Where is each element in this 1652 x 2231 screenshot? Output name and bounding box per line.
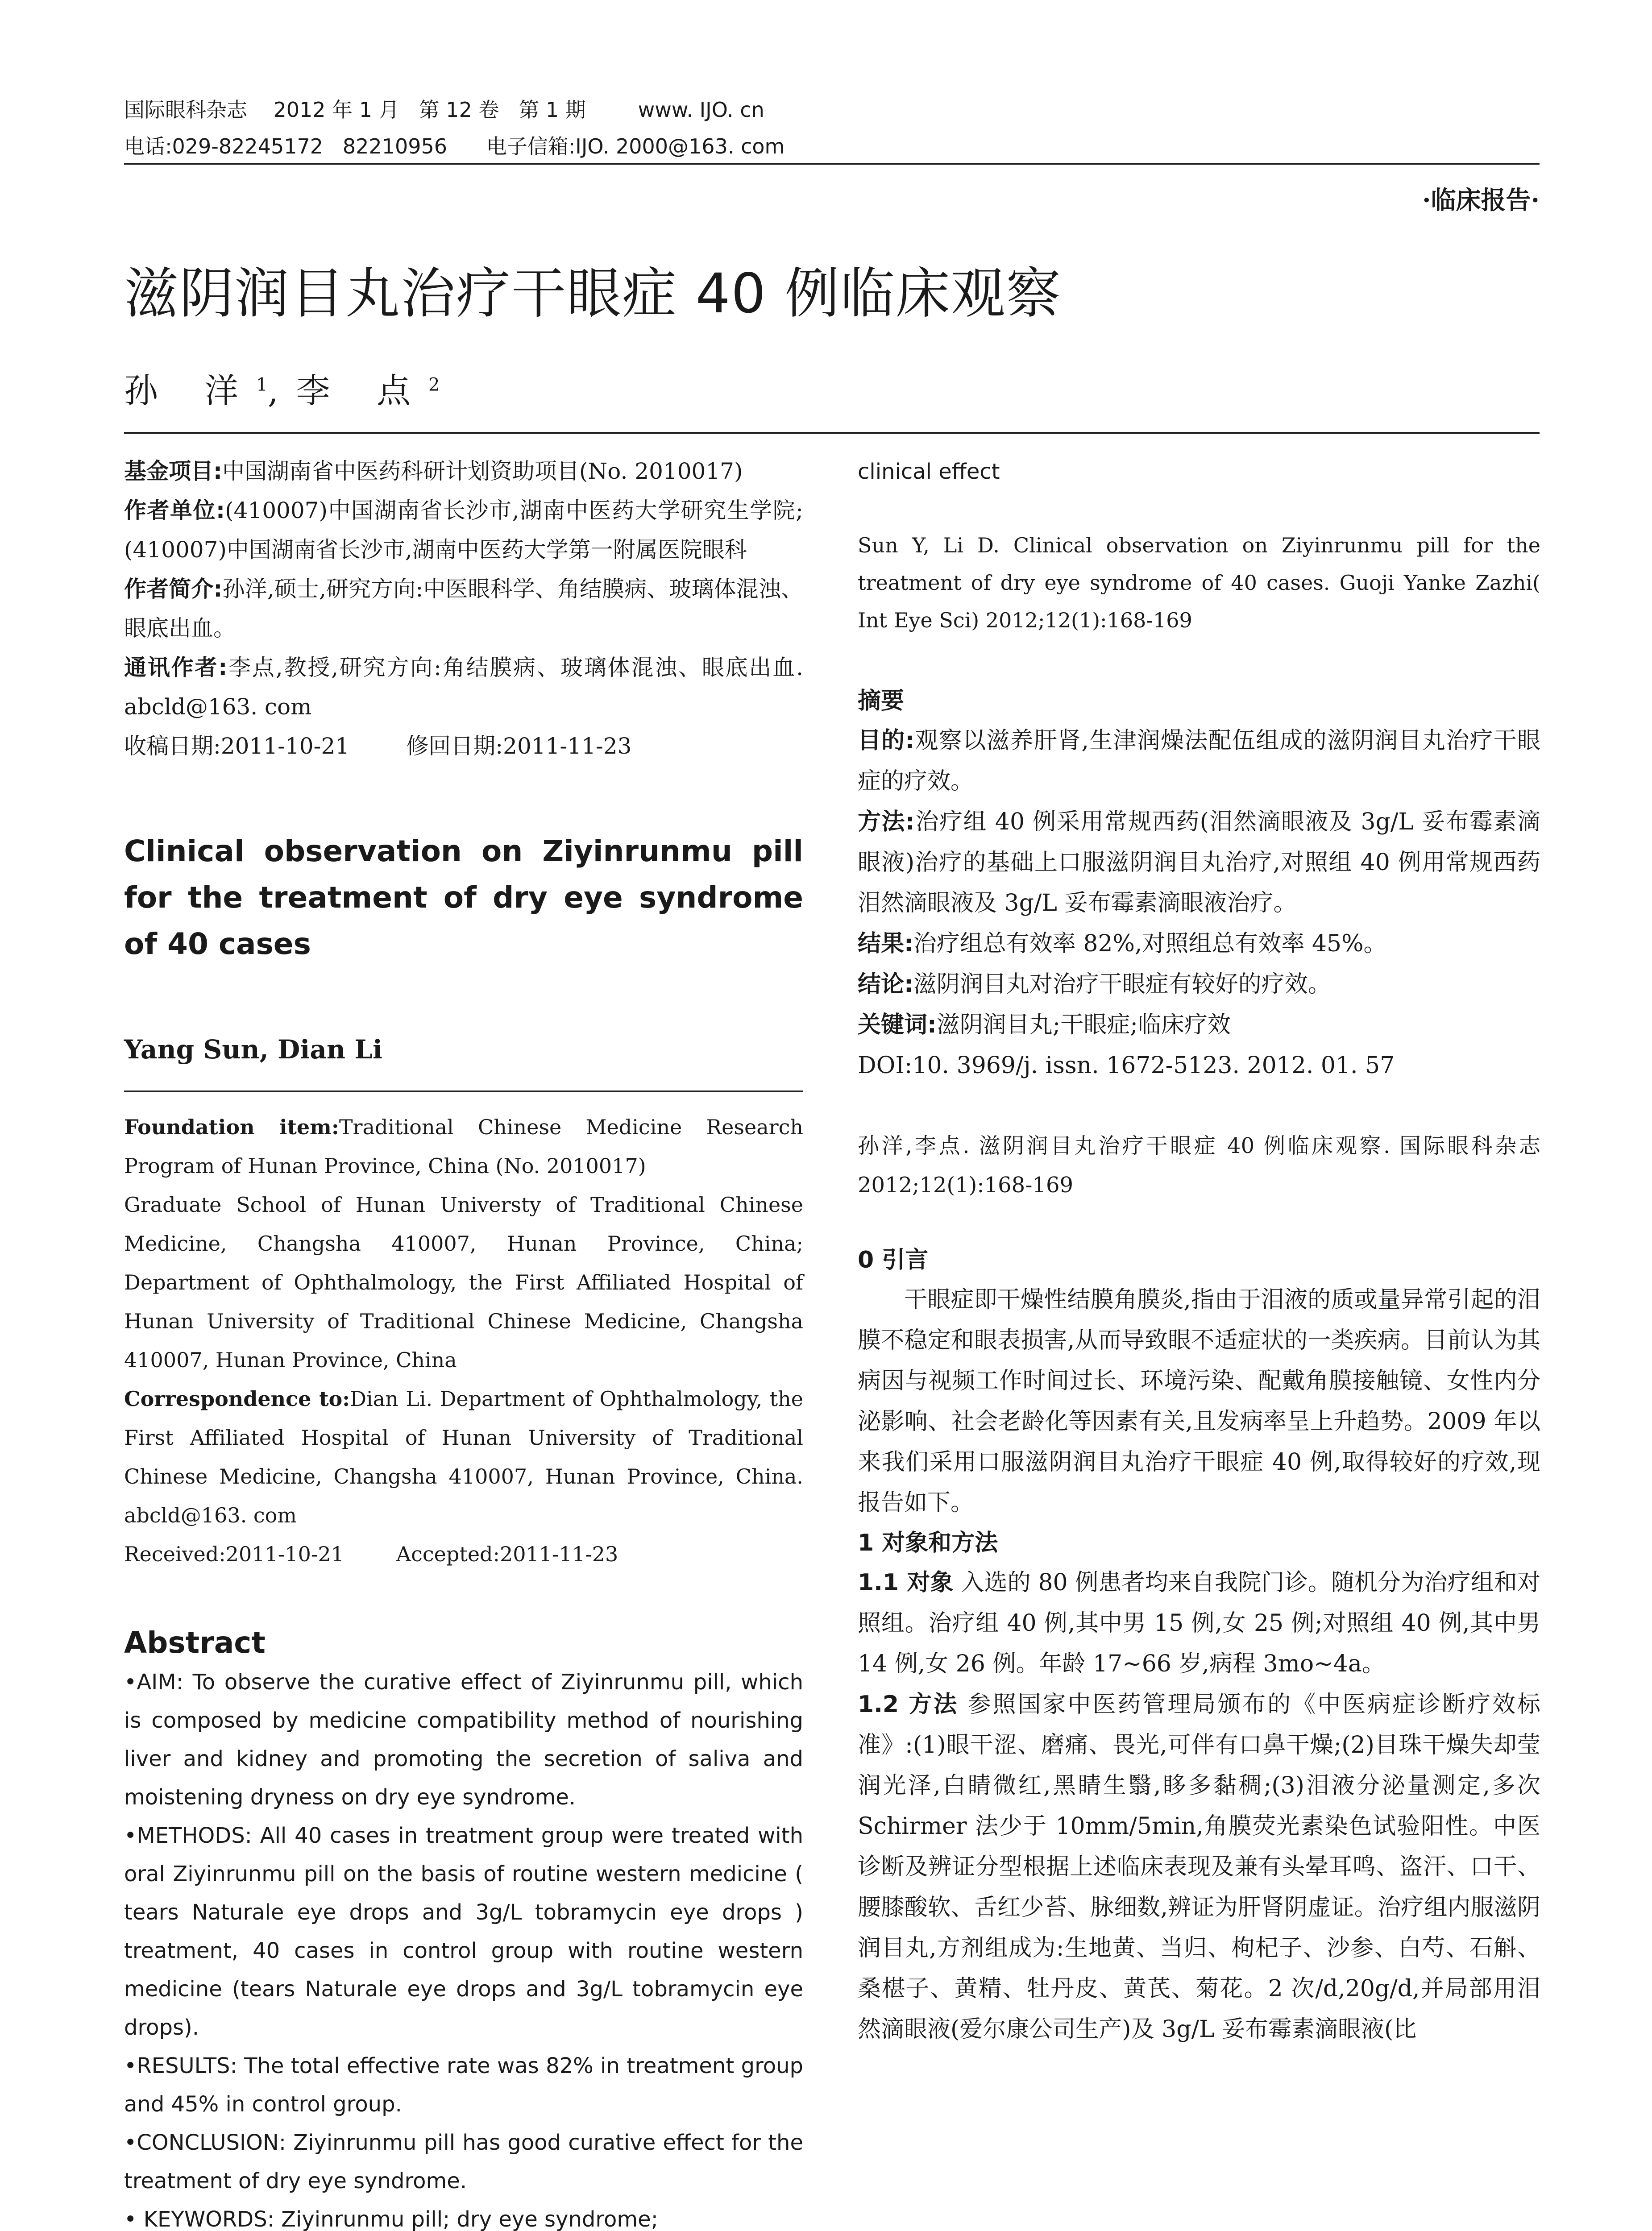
left-column — [124, 452, 803, 2231]
abstract-conclusion-zh: 结论:滋阴润目丸对治疗干眼症有较好的疗效。 — [858, 971, 1331, 998]
journal-header-line2: 电话:029-82245172 82210956 电子信箱:IJO. 2000@163. com — [124, 134, 785, 158]
abstract-methods-zh: 方法:治疗组 40 例采用常规西药(泪然滴眼液及 3g/L 妥布霉素滴眼液)治疗的基础上口服滋阴润目丸治疗,对照组 40 例用常规西药泪然滴眼液及 3g/L 妥布霉素滴眼液治疗。 — [858, 809, 1540, 916]
column-tag: ·临床报告· — [1422, 186, 1540, 215]
author-2: 李 点 — [296, 371, 428, 411]
revised-date-zh: 修回日期:2011-11-23 — [406, 733, 632, 759]
intro-heading: 0 引言 — [858, 1247, 929, 1273]
abstract-heading-zh: 摘要 — [858, 688, 905, 714]
citation-en: Sun Y, Li D. Clinical observation on Ziyinrunmu pill for the treatment of dry eye syndrome of 40 cases. Guoji Yanke Zazhi( Int Eye Sci) 2012;12(1):168-169 — [858, 533, 1540, 632]
abstract-keywords-zh: 关键词:滋阴润目丸;干眼症;临床疗效 — [858, 1012, 1231, 1038]
title-divider — [124, 432, 1540, 434]
header-divider — [124, 163, 1540, 165]
authors-en: Yang Sun, Dian Li — [124, 1034, 383, 1065]
abstract-zh — [858, 721, 1540, 1086]
methods-heading: 1 对象和方法 — [858, 1530, 998, 1556]
abstract-methods-en: •METHODS: All 40 cases in treatment group were treated with oral Ziyinrunmu pill on the basis of routine western medicine ( tears Naturale eye drops and 3g/L tobramycin eye drops ) treatment, 40 cases in control group with routine western medicine (tears Naturale eye drops and 3g/L tobramycin eye drops). — [124, 1823, 803, 2040]
correspondence-en: Correspondence to:Dian Li. Department of Ophthalmology, the First Affiliated Hospital of Hunan University of Traditional Chinese Medicine, Changsha 410007, Hunan Province, China. abcld@163. com — [124, 1387, 804, 1527]
author-1-affiliation-mark: 1 — [256, 374, 268, 395]
citation-en-block — [858, 527, 1540, 639]
received-date-en: Received:2011-10-21 — [124, 1542, 344, 1566]
affiliation-zh: 作者单位:(410007)中国湖南省长沙市,湖南中医药大学研究生学院;(410007)中国湖南省长沙市,湖南中医药大学第一附属医院眼科 — [124, 498, 804, 563]
dates-en — [124, 1535, 803, 1574]
abstract-results-en: •RESULTS: The total effective rate was 82% in treatment group and 45% in control group. — [124, 2053, 803, 2117]
abstract-en — [124, 1663, 803, 2231]
intro-paragraph: 干眼症即干燥性结膜角膜炎,指由于泪液的质或量异常引起的泪膜不稳定和眼表损害,从而导致眼不适症状的一类疾病。目前认为其病因与视频工作时间过长、环境污染、配戴角膜接触镜、女性内分泌影响、社会老龄化等因素有关,且发病率呈上升趋势。2009 年以来我们采用口服滋阴润目丸治疗干眼症 40 例,取得较好的疗效,现报告如下。 — [858, 1286, 1540, 1516]
doi: DOI:10. 3969/j. issn. 1672-5123. 2012. 01. 57 — [858, 1052, 1395, 1079]
foundation-en: Foundation item:Traditional Chinese Medicine Research Program of Hunan Province, China (No. 2010017) — [124, 1115, 803, 1178]
article-title-en: Clinical observation on Ziyinrunmu pill for the treatment of dry eye syndrome of 40 cases — [124, 834, 803, 961]
author-separator: , — [267, 371, 296, 411]
accepted-date-en: Accepted:2011-11-23 — [396, 1542, 618, 1566]
author-bio-zh: 作者简介:孙洋,硕士,研究方向:中医眼科学、角结膜病、玻璃体混浊、眼底出血。 — [124, 576, 803, 641]
abstract-keywords-en-continued: clinical effect — [858, 459, 1000, 484]
english-metadata — [124, 1108, 803, 1574]
abstract-keywords-en: • KEYWORDS: Ziyinrunmu pill; dry eye syndrome; — [124, 2207, 658, 2231]
citation-zh: 孙洋,李点. 滋阴润目丸治疗干眼症 40 例临床观察. 国际眼科杂志 2012;12(1):168-169 — [858, 1133, 1540, 1198]
author-2-affiliation-mark: 2 — [428, 374, 440, 395]
right-column — [858, 452, 1540, 2050]
abstract-heading-en: Abstract — [124, 1626, 266, 1660]
citation-zh-block — [858, 1126, 1540, 1205]
english-divider — [124, 1091, 803, 1092]
dates-zh — [124, 726, 803, 766]
received-date-zh: 收稿日期:2011-10-21 — [124, 733, 350, 759]
body-text — [858, 1280, 1540, 2050]
chinese-metadata — [124, 452, 803, 766]
foundation-zh: 基金项目:中国湖南省中医药科研计划资助项目(No. 2010017) — [124, 458, 743, 484]
journal-header-line1: 国际眼科杂志 2012 年 1 月 第 12 卷 第 1 期 www. IJO. cn — [124, 98, 764, 122]
affiliation-en: Graduate School of Hunan Universty of Traditional Chinese Medicine, Changsha 410007, Hunan Province, China; Department of Ophthalmology, the First Affiliated Hospital of Hunan University of Traditional Chinese Medicine, Changsha 410007, Hunan Province, China — [124, 1193, 803, 1372]
abstract-aim-zh: 目的:观察以滋养肝肾,生津润燥法配伍组成的滋阴润目丸治疗干眼症的疗效。 — [858, 727, 1541, 795]
abstract-conclusion-en: •CONCLUSION: Ziyinrunmu pill has good curative effect for the treatment of dry eye syndrome. — [124, 2130, 803, 2194]
subjects-paragraph: 1.1 对象 入选的 80 例患者均来自我院门诊。随机分为治疗组和对照组。治疗组 40 例,其中男 15 例,女 25 例;对照组 40 例,其中男 14 例,女 26 例。年龄 17~66 岁,病程 3mo~4a。 — [858, 1569, 1540, 1677]
abstract-aim-en: •AIM: To observe the curative effect of Ziyinrunmu pill, which is composed by medicine compatibility method of nourishing liver and kidney and promoting the secretion of saliva and moistening dryness on dry eye syndrome. — [124, 1670, 803, 1810]
method-paragraph: 1.2 方法 参照国家中医药管理局颁布的《中医病症诊断疗效标准》:(1)眼干涩、磨痛、畏光,可伴有口鼻干燥;(2)目珠干燥失却莹润光泽,白睛微红,黑睛生翳,眵多黏稠;(3)泪液分泌量测定,多次 Schirmer 法少于 10mm/5min,角膜荧光素染色试验阳性。中医诊断及辨证分型根据上述临床表现及兼有头晕耳鸣、盗汗、口干、腰膝酸软、舌红少苔、脉细数,辨证为肝肾阴虚证。治疗组内服滋阴润目丸,方剂组成为:生地黄、当归、枸杞子、沙参、白芍、石斛、桑椹子、黄精、牡丹皮、黄芪、菊花。2 次/d,20g/d,并局部用泪然滴眼液(爱尔康公司生产)及 3g/L 妥布霉素滴眼液(比 — [858, 1691, 1540, 2043]
author-1: 孙 洋 — [124, 371, 257, 411]
abstract-results-zh: 结果:治疗组总有效率 82%,对照组总有效率 45%。 — [858, 930, 1387, 957]
authors-zh — [124, 364, 440, 412]
article-title-zh: 滋阴润目丸治疗干眼症 40 例临床观察 — [124, 262, 1062, 325]
correspondence-zh: 通讯作者:李点,教授,研究方向:角结膜病、玻璃体混浊、眼底出血. abcld@163. com — [124, 655, 803, 720]
